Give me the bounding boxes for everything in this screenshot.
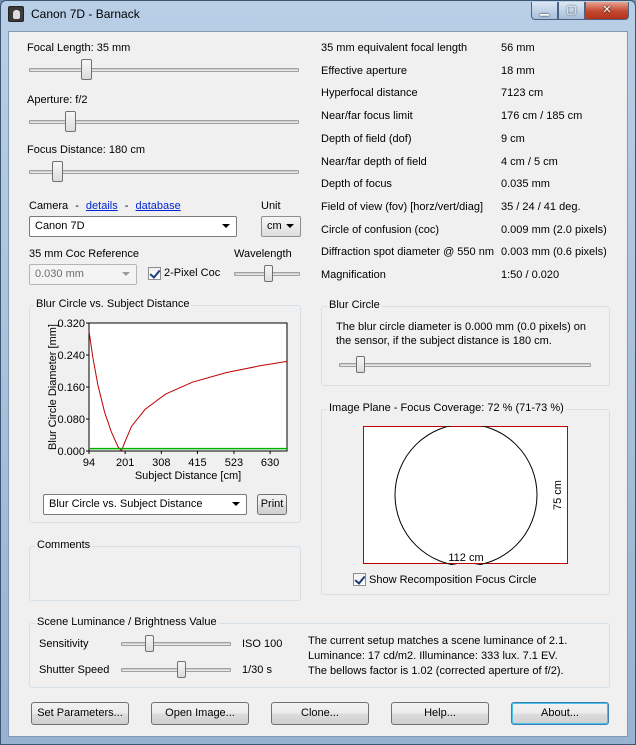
- plot-area: [89, 323, 287, 451]
- focal-length-slider-track[interactable]: [29, 68, 299, 72]
- blur-circle-chart: [37, 318, 295, 488]
- minimize-button[interactable]: ▁: [531, 2, 558, 20]
- result-value: 7123 cm: [501, 87, 544, 100]
- camera-label: Camera: [29, 200, 69, 212]
- result-label: Magnification: [321, 269, 386, 281]
- result-label: Circle of confusion (coc): [321, 223, 439, 236]
- x-tick-label: 523: [224, 457, 244, 469]
- x-tick-label: 94: [82, 457, 96, 469]
- scene-text-line-1: The current setup matches a scene luminance of 2.1.: [308, 635, 568, 647]
- image-width-label: 112 cm: [448, 552, 484, 564]
- scene-text-line-3: The bellows factor is 1.02 (corrected aperture of f/2).: [308, 665, 564, 677]
- image-plane-diagram: [363, 426, 572, 565]
- chevron-down-icon: [286, 224, 294, 228]
- coc-reference-label: 35 mm Coc Reference: [29, 248, 140, 260]
- result-value: 0.009 mm (2.0 pixels): [501, 223, 607, 236]
- unit-label: Unit: [261, 200, 281, 212]
- aperture-slider-thumb[interactable]: [65, 111, 76, 132]
- chevron-down-icon: [232, 502, 240, 506]
- window-title: Canon 7D - Barnack: [31, 7, 140, 21]
- open-image-button[interactable]: Open Image...: [151, 702, 249, 725]
- comments-text-area[interactable]: [33, 558, 297, 596]
- x-axis-label: Subject Distance [cm]: [134, 470, 242, 482]
- unit-select[interactable]: [261, 216, 301, 237]
- focus-distance-slider-thumb[interactable]: [52, 161, 63, 182]
- y-tick-label: 0.080: [57, 414, 85, 426]
- shutter-speed-value: 1/30 s: [242, 664, 272, 676]
- sensitivity-value: ISO 100: [242, 638, 283, 650]
- scene-luminance-title: Scene Luminance / Brightness Value: [37, 616, 217, 628]
- result-value: 9 cm: [501, 132, 525, 145]
- y-tick-label: 0.000: [57, 446, 85, 458]
- camera-header: [29, 200, 181, 212]
- image-height-label: 75 cm: [552, 480, 564, 510]
- chart-type-select[interactable]: [43, 494, 247, 515]
- result-label: Effective aperture: [321, 64, 408, 77]
- result-label: Near/far focus limit: [321, 110, 413, 123]
- result-label: Diffraction spot diameter @ 550 nm: [321, 246, 494, 259]
- client-area: [8, 31, 628, 737]
- focus-distance-slider-track[interactable]: [29, 170, 299, 174]
- window-controls: [531, 2, 629, 20]
- title-bar[interactable]: [1, 1, 635, 29]
- help-button[interactable]: Help...: [391, 702, 489, 725]
- app-icon[interactable]: [8, 6, 24, 22]
- camera-select-value: Canon 7D: [35, 220, 85, 232]
- chart-type-select-value: Blur Circle vs. Subject Distance: [49, 498, 203, 510]
- x-tick-label: 630: [260, 457, 280, 469]
- about-button[interactable]: About...: [511, 702, 609, 725]
- blur-circle-slider-thumb[interactable]: [356, 356, 365, 373]
- coc-reference-select[interactable]: [29, 264, 137, 285]
- result-value: 0.035 mm: [501, 178, 550, 191]
- x-tick-label: 201: [115, 457, 135, 469]
- chevron-down-icon: [222, 224, 230, 228]
- result-label: Field of view (fov) [horz/vert/diag]: [321, 200, 484, 213]
- recomposition-focus-circle-checkbox[interactable]: [353, 573, 366, 586]
- set-parameters-button[interactable]: Set Parameters...: [31, 702, 129, 725]
- recomposition-focus-circle-label: Show Recomposition Focus Circle: [369, 574, 537, 586]
- result-value: 4 cm / 5 cm: [501, 155, 558, 168]
- camera-sep-1: -: [75, 200, 79, 212]
- blur-circle-title: Blur Circle: [329, 299, 380, 311]
- result-value: 1:50 / 0.020: [501, 269, 560, 281]
- camera-details-link[interactable]: details: [85, 200, 118, 212]
- result-label: Near/far depth of field: [321, 155, 427, 168]
- shutter-speed-slider-thumb[interactable]: [177, 661, 186, 678]
- result-label: 35 mm equivalent focal length: [321, 42, 468, 54]
- camera-select[interactable]: [29, 216, 237, 237]
- focal-length-label: Focal Length: 35 mm: [27, 42, 131, 54]
- sensitivity-label: Sensitivity: [39, 638, 89, 650]
- result-label: Hyperfocal distance: [321, 87, 418, 100]
- result-value: 176 cm / 185 cm: [501, 110, 583, 123]
- result-value: 18 mm: [501, 64, 535, 77]
- blur-chart-group-title: Blur Circle vs. Subject Distance: [36, 298, 190, 310]
- y-tick-label: 0.240: [57, 350, 85, 362]
- focus-distance-label: Focus Distance: 180 cm: [27, 144, 145, 156]
- result-value: 35 / 24 / 41 deg.: [501, 200, 581, 213]
- clone-button[interactable]: Clone...: [271, 702, 369, 725]
- sensitivity-slider-thumb[interactable]: [145, 635, 154, 652]
- wavelength-label: Wavelength: [234, 248, 292, 260]
- shutter-speed-label: Shutter Speed: [39, 664, 110, 676]
- maximize-button[interactable]: ▢: [558, 2, 585, 20]
- blur-circle-text-line-2: the sensor, if the subject distance is 180 cm.: [336, 335, 552, 347]
- camera-database-link[interactable]: database: [135, 200, 181, 212]
- blur-circle-text-line-1: The blur circle diameter is 0.000 mm (0.0 pixels) on: [336, 321, 587, 333]
- y-tick-label: 0.160: [57, 382, 85, 394]
- chevron-down-icon: [122, 272, 130, 276]
- result-value: 56 mm: [501, 42, 535, 54]
- comments-title: Comments: [37, 539, 91, 551]
- result-label: Depth of field (dof): [321, 132, 412, 145]
- close-button[interactable]: ✕: [585, 2, 629, 20]
- two-pixel-coc-checkbox[interactable]: [148, 267, 161, 280]
- result-label: Depth of focus: [321, 178, 392, 191]
- blur-circle-slider-track[interactable]: [339, 363, 591, 367]
- aperture-label: Aperture: f/2: [27, 94, 88, 106]
- focal-length-slider-thumb[interactable]: [81, 59, 92, 80]
- camera-sep-2: -: [124, 200, 129, 212]
- y-tick-label: 0.320: [57, 318, 85, 330]
- print-button[interactable]: Print: [257, 494, 287, 515]
- unit-select-value: cm: [267, 220, 282, 232]
- y-axis-label: Blur Circle Diameter [mm]: [47, 324, 59, 450]
- image-plane-title: Image Plane - Focus Coverage: 72 % (71-73 %): [329, 402, 564, 414]
- sensitivity-slider-track[interactable]: [121, 642, 231, 646]
- coc-reference-value: 0.030 mm: [35, 268, 84, 280]
- result-value: 0.003 mm (0.6 pixels): [501, 246, 607, 259]
- wavelength-slider-thumb[interactable]: [264, 265, 273, 282]
- x-tick-label: 308: [152, 457, 171, 469]
- x-tick-label: 415: [188, 457, 207, 469]
- two-pixel-coc-label: 2-Pixel Coc: [164, 267, 221, 279]
- scene-text-line-2: Luminance: 17 cd/m2. Illuminance: 333 lux. 7.1 EV.: [308, 650, 558, 662]
